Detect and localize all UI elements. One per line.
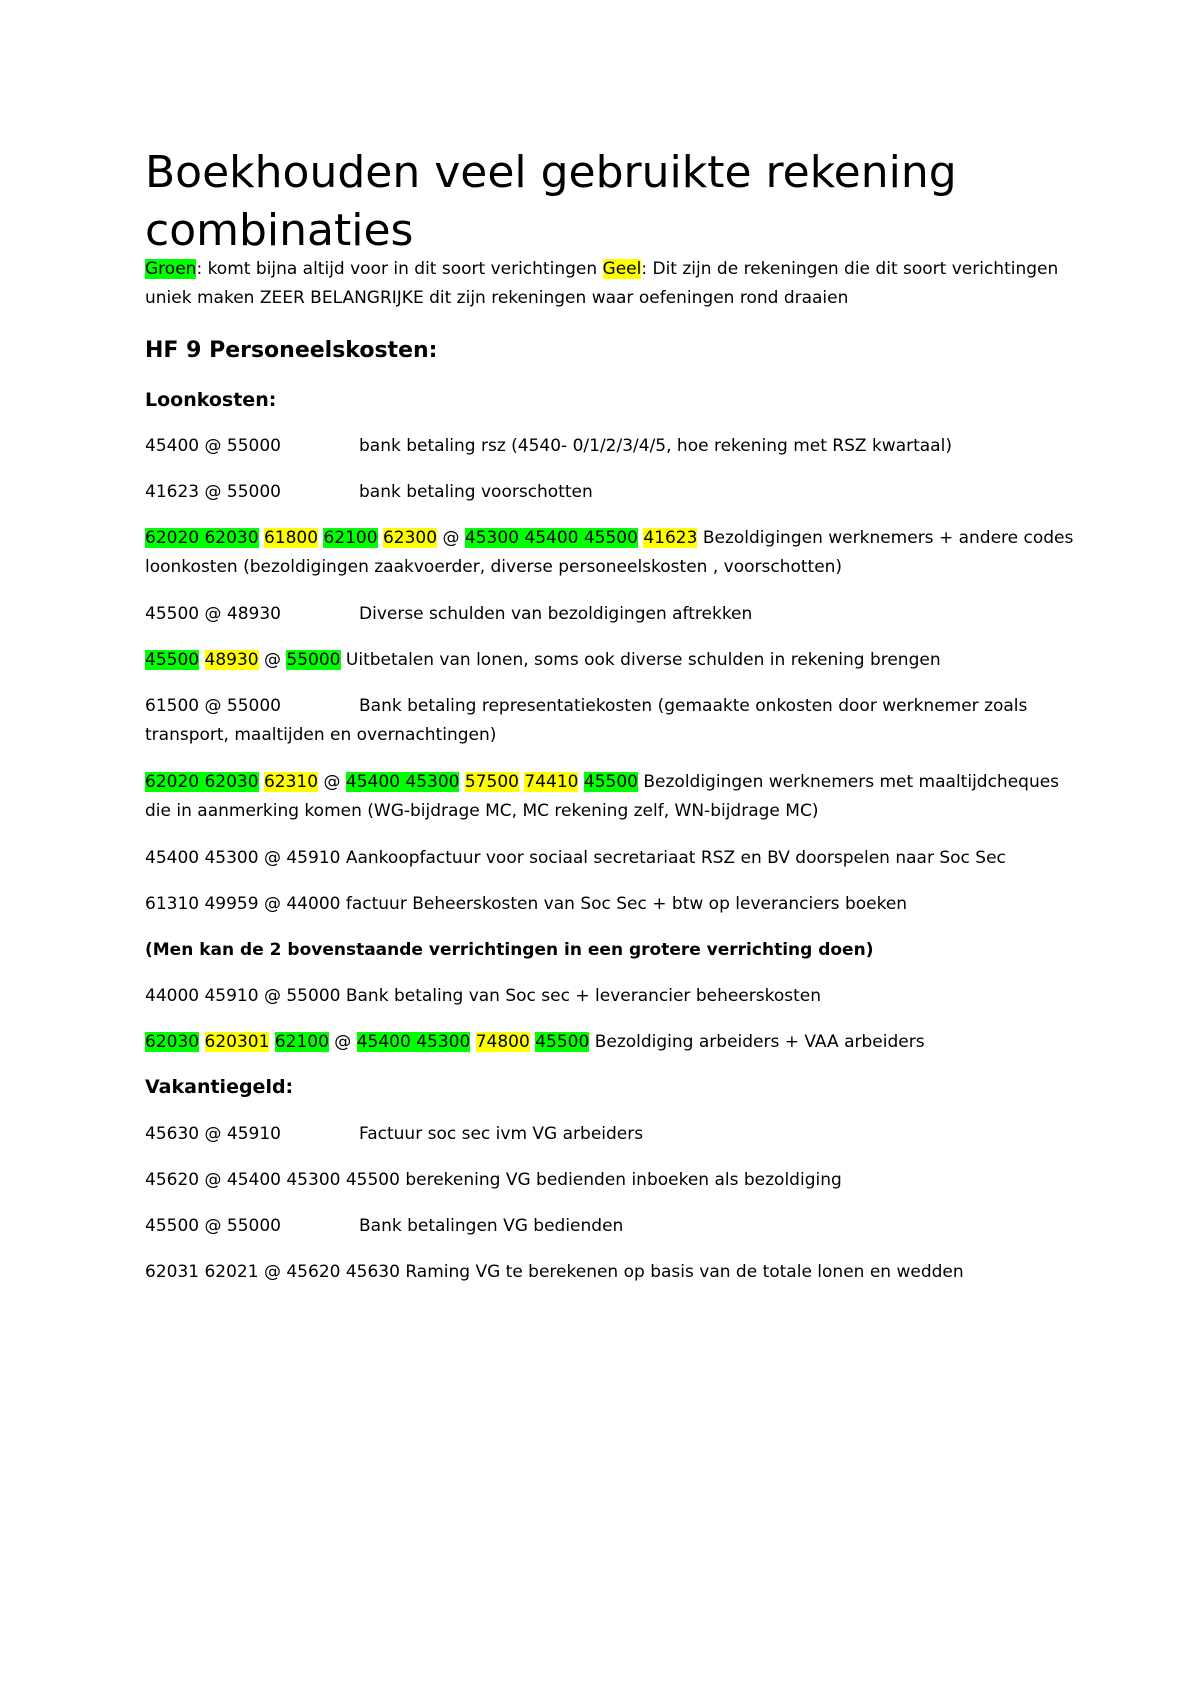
entry-line: 61310 49959 @ 44000 factuur Beheerskosten van Soc Sec + btw op leveranciers boeken bbox=[145, 894, 908, 914]
entry-codes: 41623 @ 55000 bbox=[145, 482, 281, 502]
code-green: 62030 bbox=[145, 1032, 200, 1052]
entry-line bbox=[145, 692, 1075, 750]
code-yellow: 57500 bbox=[464, 772, 519, 792]
legend-paragraph bbox=[145, 255, 1075, 313]
title-line-1: Boekhouden veel gebruikte rekening bbox=[145, 147, 957, 198]
at-separator: @ bbox=[437, 528, 465, 548]
at-separator: @ bbox=[318, 772, 346, 792]
entry-description: Factuur soc sec ivm VG arbeiders bbox=[359, 1124, 644, 1144]
code-yellow: 62300 bbox=[382, 528, 438, 548]
page-title bbox=[145, 144, 1105, 260]
code-green: 45500 bbox=[583, 772, 638, 792]
title-line-2: combinaties bbox=[145, 205, 414, 256]
entry-description: Uitbetalen van lonen, soms ook diverse schulden in rekening brengen bbox=[340, 650, 941, 670]
code-yellow: 61800 bbox=[263, 528, 319, 548]
code-green: 62020 62030 bbox=[145, 528, 259, 548]
entry-description: Diverse schulden van bezoldigingen aftrekken bbox=[359, 604, 753, 624]
entry-description: bank betaling rsz (4540- 0/1/2/3/4/5, hoe rekening met RSZ kwartaal) bbox=[359, 436, 952, 456]
entry-description: Bezoldigingen werknemers met maaltijdcheques die in aanmerking komen (WG-bijdrage MC, MC rekening zelf, WN-bijdrage MC) bbox=[145, 772, 1060, 821]
legend-green-text: : komt bijna altijd voor in dit soort verichtingen bbox=[196, 259, 603, 279]
code-green: 45400 45300 bbox=[356, 1032, 471, 1052]
section-heading: HF 9 Personeelskosten: bbox=[145, 338, 438, 363]
entry-line: 62031 62021 @ 45620 45630 Raming VG te berekenen op basis van de totale lonen en wedden bbox=[145, 1262, 964, 1282]
code-green: 45400 45300 bbox=[345, 772, 460, 792]
code-green: 45500 bbox=[145, 650, 200, 670]
code-green: 62100 bbox=[274, 1032, 329, 1052]
legend-yellow-label: Geel bbox=[602, 259, 642, 279]
entry-description: Bank betaling representatiekosten (gemaakte onkosten door werknemer zoals transport, maaltijden en overnachtingen) bbox=[145, 696, 1028, 745]
legend-green-label: Groen bbox=[145, 259, 197, 279]
code-green: 45500 bbox=[535, 1032, 590, 1052]
loonkosten-heading: Loonkosten: bbox=[145, 389, 277, 411]
at-separator: @ bbox=[258, 650, 287, 670]
entry-line bbox=[145, 1120, 1075, 1149]
code-green: 55000 bbox=[286, 650, 341, 670]
entry-line bbox=[145, 432, 1075, 461]
vakantiegeld-heading: Vakantiegeld: bbox=[145, 1076, 294, 1098]
code-yellow: 41623 bbox=[643, 528, 698, 548]
entry-codes: 45400 @ 55000 bbox=[145, 436, 281, 456]
entry-line-highlighted bbox=[145, 768, 1075, 826]
entry-description: Bank betalingen VG bedienden bbox=[359, 1216, 624, 1236]
entry-description: Bezoldigingen werknemers + andere codes loonkosten (bezoldigingen zaakvoerder, diverse personeelskosten , voorschotten) bbox=[145, 528, 1074, 577]
entry-line: 45400 45300 @ 45910 Aankoopfactuur voor sociaal secretariaat RSZ en BV doorspelen naar Soc Sec bbox=[145, 848, 1006, 868]
entry-description: Bezoldiging arbeiders + VAA arbeiders bbox=[589, 1032, 925, 1052]
code-yellow: 620301 bbox=[204, 1032, 270, 1052]
entry-line: 45620 @ 45400 45300 45500 berekening VG bedienden inboeken als bezoldiging bbox=[145, 1170, 842, 1190]
code-yellow: 62310 bbox=[263, 772, 319, 792]
entry-line bbox=[145, 1212, 1075, 1241]
at-separator: @ bbox=[328, 1032, 357, 1052]
entry-description: bank betaling voorschotten bbox=[359, 482, 593, 502]
code-yellow: 48930 bbox=[204, 650, 259, 670]
code-yellow: 74410 bbox=[524, 772, 579, 792]
code-green: 62020 62030 bbox=[145, 772, 259, 792]
entry-codes: 45500 @ 48930 bbox=[145, 604, 281, 624]
entry-line-highlighted bbox=[145, 1028, 1075, 1057]
entry-line-highlighted bbox=[145, 646, 1075, 675]
entry-codes: 61500 @ 55000 bbox=[145, 696, 281, 716]
legend-yellow-text: : Dit zijn de rekeningen die dit soort verichtingen uniek maken ZEER BELANGRIJKE dit zijn rekeningen waar oefeningen rond draaien bbox=[145, 259, 1059, 308]
code-green: 45300 45400 45500 bbox=[464, 528, 638, 548]
entry-codes: 45630 @ 45910 bbox=[145, 1124, 281, 1144]
code-green: 62100 bbox=[323, 528, 378, 548]
code-yellow: 74800 bbox=[475, 1032, 530, 1052]
entry-line-highlighted bbox=[145, 524, 1075, 582]
entry-codes: 45500 @ 55000 bbox=[145, 1216, 281, 1236]
entry-line bbox=[145, 478, 1075, 507]
note-line: (Men kan de 2 bovenstaande verrichtingen in een grotere verrichting doen) bbox=[145, 940, 874, 960]
entry-line: 44000 45910 @ 55000 Bank betaling van Soc sec + leverancier beheerskosten bbox=[145, 986, 822, 1006]
entry-line bbox=[145, 600, 1075, 629]
